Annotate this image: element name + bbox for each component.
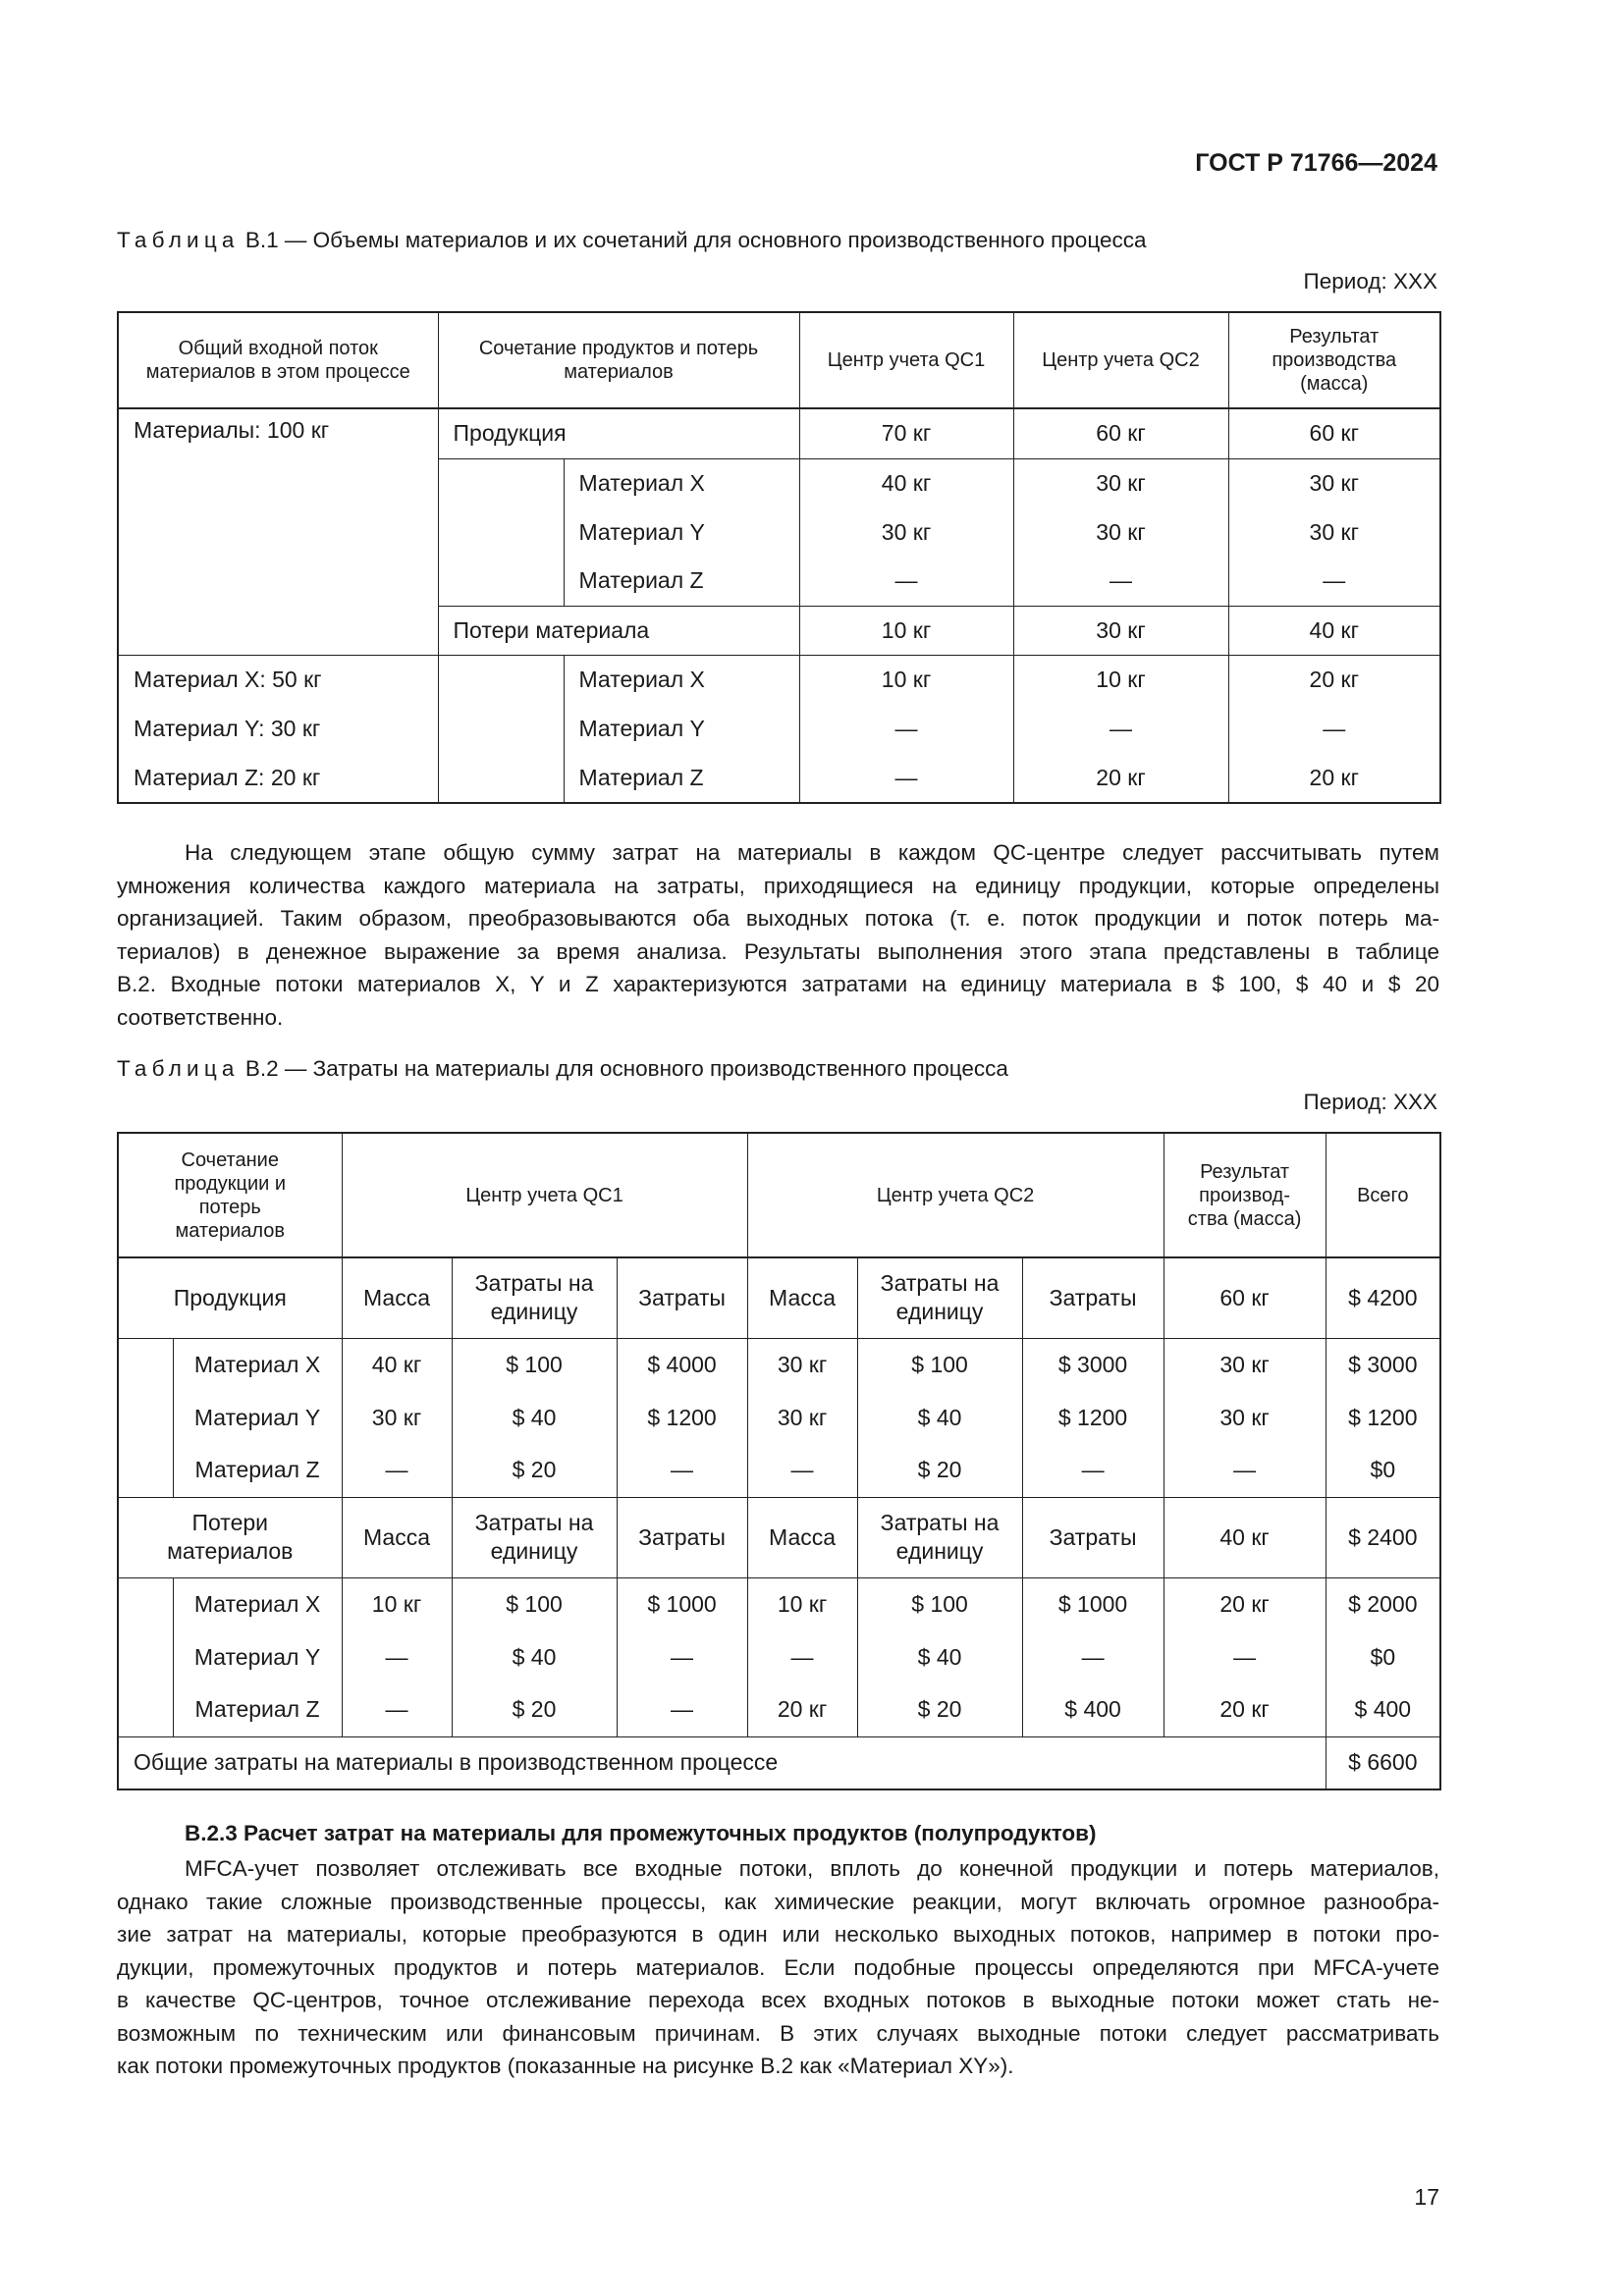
table-row xyxy=(118,1497,1440,1577)
loss-material-qc2: 20 кг xyxy=(1013,753,1228,803)
loss-material-qc2: 10 кг xyxy=(1013,655,1228,704)
qc1-unit-cost-header: Затраты на единицу xyxy=(452,1257,617,1338)
loss-material-result: 20 кг xyxy=(1228,753,1440,803)
qc2-mass: — xyxy=(747,1630,857,1683)
paragraph-line: В.2. Входные потоки материалов X, Y и Z характеризуются затратами на единицу материала в $ 100, $ 40 и $ 20 xyxy=(117,972,1439,996)
qc1-cost: $ 4000 xyxy=(617,1338,747,1391)
table-row xyxy=(118,408,1440,458)
total-cost: $ 3000 xyxy=(1326,1338,1440,1391)
qc1-mass-header: Масса xyxy=(342,1497,452,1577)
loss-label: Потери материалов xyxy=(118,1497,342,1577)
table-row xyxy=(118,655,1440,704)
product-material-qc1: — xyxy=(799,557,1013,606)
qc2-mass: 10 кг xyxy=(747,1577,857,1630)
loss-material-label: Материал Y xyxy=(564,704,799,753)
total-cost: $ 400 xyxy=(1326,1683,1440,1736)
qc2-mass-header: Масса xyxy=(747,1497,857,1577)
qc1-mass: — xyxy=(342,1630,452,1683)
qc2-cost-header: Затраты xyxy=(1022,1257,1164,1338)
table-row xyxy=(118,1391,1440,1444)
qc2-cost: $ 1000 xyxy=(1022,1577,1164,1630)
result-mass: — xyxy=(1164,1630,1326,1683)
qc1-mass: — xyxy=(342,1444,452,1497)
qc2-cost: — xyxy=(1022,1630,1164,1683)
input-material-cell: Материал Z: 20 кг xyxy=(118,753,438,803)
table-row xyxy=(118,1338,1440,1391)
qc2-unit-cost-header: Затраты на единицу xyxy=(857,1257,1022,1338)
qc2-unit-cost: $ 40 xyxy=(857,1630,1022,1683)
grand-total-row xyxy=(118,1736,1440,1789)
qc1-mass: — xyxy=(342,1683,452,1736)
loss-result: 40 кг xyxy=(1164,1497,1326,1577)
product-material-label: Материал Y xyxy=(173,1391,342,1444)
table2-caption-text: В.2 — Затраты на материалы для основного производственного процесса xyxy=(239,1056,1008,1081)
loss-material-result: 20 кг xyxy=(1228,655,1440,704)
table-row xyxy=(118,1444,1440,1497)
section-paragraph xyxy=(117,1852,1439,2083)
qc2-cost: — xyxy=(1022,1444,1164,1497)
result-mass: 20 кг xyxy=(1164,1683,1326,1736)
loss-label: Потери материала xyxy=(438,606,799,655)
paragraph-line: MFCA-учет позволяет отслеживать все входные потоки, вплоть до конечной продукции и потерь материалов, xyxy=(185,1856,1439,1881)
grand-total-label: Общие затраты на материалы в производственном процессе xyxy=(118,1736,1326,1789)
paragraph-line: соответственно. xyxy=(117,1004,284,1030)
qc1-cost: — xyxy=(617,1630,747,1683)
qc2-mass-header: Масса xyxy=(747,1257,857,1338)
product-material-qc1: 30 кг xyxy=(799,507,1013,557)
qc2-cost: $ 1200 xyxy=(1022,1391,1164,1444)
document-code: ГОСТ Р 71766—2024 xyxy=(1195,149,1437,177)
indent-cell xyxy=(118,1577,173,1736)
product-material-result: 30 кг xyxy=(1228,507,1440,557)
header-qc1: Центр учета QC1 xyxy=(799,312,1013,408)
qc1-cost-header: Затраты xyxy=(617,1497,747,1577)
table-row xyxy=(118,1257,1440,1338)
result-mass: 30 кг xyxy=(1164,1338,1326,1391)
header-combination: Сочетание продукции и потерь материалов xyxy=(118,1133,342,1257)
qc1-unit-cost: $ 40 xyxy=(452,1630,617,1683)
table-row xyxy=(118,1683,1440,1736)
paragraph-line: однако такие сложные производственные процессы, как химические реакции, могут включать огромное разнообра- xyxy=(117,1889,1439,1914)
table-header-row xyxy=(118,1133,1440,1257)
paragraph-line: в качестве QC-центров, точное отслеживание перехода всех входных потоков в выходные потоки может стать не- xyxy=(117,1988,1439,2012)
qc2-unit-cost: $ 100 xyxy=(857,1338,1022,1391)
materials-cost-table xyxy=(117,1132,1441,1790)
table1-period: Период: XXX xyxy=(1303,269,1437,294)
qc2-cost: $ 3000 xyxy=(1022,1338,1164,1391)
qc2-unit-cost: $ 20 xyxy=(857,1683,1022,1736)
table-row xyxy=(118,704,1440,753)
qc1-cost: $ 1200 xyxy=(617,1391,747,1444)
loss-material-qc1: 10 кг xyxy=(799,655,1013,704)
total-cost: $0 xyxy=(1326,1630,1440,1683)
table-row xyxy=(118,753,1440,803)
table-row xyxy=(118,1630,1440,1683)
total-cost: $0 xyxy=(1326,1444,1440,1497)
product-qc2: 60 кг xyxy=(1013,408,1228,458)
table-row xyxy=(118,1577,1440,1630)
qc2-unit-cost: $ 20 xyxy=(857,1444,1022,1497)
page-number: 17 xyxy=(1414,2184,1439,2210)
loss-qc1: 10 кг xyxy=(799,606,1013,655)
product-material-result: 30 кг xyxy=(1228,458,1440,507)
loss-qc2: 30 кг xyxy=(1013,606,1228,655)
header-qc2: Центр учета QC2 xyxy=(1013,312,1228,408)
paragraph-line: организацией. Таким образом, преобразовываются оба выходных потока (т. е. поток продукции и поток потерь ма- xyxy=(117,906,1439,931)
qc2-mass: — xyxy=(747,1444,857,1497)
product-material-qc2: 30 кг xyxy=(1013,507,1228,557)
loss-material-label: Материал Z xyxy=(173,1683,342,1736)
product-material-label: Материал Y xyxy=(564,507,799,557)
qc1-mass: 30 кг xyxy=(342,1391,452,1444)
product-label: Продукция xyxy=(438,408,799,458)
header-total: Всего xyxy=(1326,1133,1440,1257)
table1-caption xyxy=(117,228,1146,253)
product-material-result: — xyxy=(1228,557,1440,606)
qc1-unit-cost: $ 100 xyxy=(452,1577,617,1630)
table2-caption xyxy=(117,1056,1008,1082)
product-result: 60 кг xyxy=(1164,1257,1326,1338)
qc2-mass: 20 кг xyxy=(747,1683,857,1736)
loss-material-label: Материал X xyxy=(564,655,799,704)
product-material-qc2: 30 кг xyxy=(1013,458,1228,507)
indent-cell xyxy=(438,458,564,606)
qc1-mass-header: Масса xyxy=(342,1257,452,1338)
paragraph-line: На следующем этапе общую сумму затрат на материалы в каждом QC-центре следует рассчитывать путем xyxy=(185,840,1439,865)
header-result: Результат производства (масса) xyxy=(1228,312,1440,408)
indent-cell xyxy=(438,655,564,803)
paragraph-line: зие затрат на материалы, которые преобразуются в один или несколько выходных потоков, например в потоки про- xyxy=(117,1922,1439,1947)
grand-total-value: $ 6600 xyxy=(1326,1736,1440,1789)
product-label: Продукция xyxy=(118,1257,342,1338)
qc2-unit-cost: $ 40 xyxy=(857,1391,1022,1444)
paragraph-line: дукции, промежуточных продуктов и потерь материалов. Если подобные процессы определяются при MFCA-учете xyxy=(117,1954,1439,1980)
header-qc2: Центр учета QC2 xyxy=(747,1133,1164,1257)
input-material-cell: Материал X: 50 кг xyxy=(118,655,438,704)
header-input-flow: Общий входной поток материалов в этом процессе xyxy=(118,312,438,408)
qc1-cost: — xyxy=(617,1444,747,1497)
table2-period: Период: XXX xyxy=(1303,1090,1437,1114)
qc1-unit-cost-header: Затраты на единицу xyxy=(452,1497,617,1577)
loss-material-label: Материал X xyxy=(173,1577,342,1630)
input-material-cell: Материал Y: 30 кг xyxy=(118,704,438,753)
paragraph-line: умножения количества каждого материала на затраты, приходящиеся на единицу продукции, которые определены xyxy=(117,873,1439,898)
loss-material-label: Материал Z xyxy=(564,753,799,803)
result-mass: 30 кг xyxy=(1164,1391,1326,1444)
paragraph-line: как потоки промежуточных продуктов (показанные на рисунке В.2 как «Материал XY»). xyxy=(117,2054,1014,2078)
paragraph-line: возможным по техническим или финансовым причинам. В этих случаях выходные потоки следует рассматривать xyxy=(117,2020,1439,2046)
loss-material-label: Материал Y xyxy=(173,1630,342,1683)
qc2-unit-cost: $ 100 xyxy=(857,1577,1022,1630)
qc1-unit-cost: $ 20 xyxy=(452,1683,617,1736)
section-title: В.2.3 Расчет затрат на материалы для промежуточных продуктов (полупродуктов) xyxy=(185,1821,1097,1845)
product-qc1: 70 кг xyxy=(799,408,1013,458)
loss-material-qc2: — xyxy=(1013,704,1228,753)
header-combination: Сочетание продуктов и потерь материалов xyxy=(438,312,799,408)
qc1-cost-header: Затраты xyxy=(617,1257,747,1338)
qc2-cost-header: Затраты xyxy=(1022,1497,1164,1577)
body-paragraph xyxy=(117,836,1439,1034)
result-mass: 20 кг xyxy=(1164,1577,1326,1630)
qc1-unit-cost: $ 40 xyxy=(452,1391,617,1444)
loss-total: $ 2400 xyxy=(1326,1497,1440,1577)
table2-caption-label: Таблица xyxy=(117,1056,240,1081)
product-total: $ 4200 xyxy=(1326,1257,1440,1338)
qc1-mass: 10 кг xyxy=(342,1577,452,1630)
loss-material-qc1: — xyxy=(799,753,1013,803)
loss-material-result: — xyxy=(1228,704,1440,753)
qc1-unit-cost: $ 100 xyxy=(452,1338,617,1391)
table1-caption-label: Таблица xyxy=(117,228,240,252)
table-header-row xyxy=(118,312,1440,408)
result-mass: — xyxy=(1164,1444,1326,1497)
loss-result: 40 кг xyxy=(1228,606,1440,655)
qc2-cost: $ 400 xyxy=(1022,1683,1164,1736)
qc2-mass: 30 кг xyxy=(747,1391,857,1444)
paragraph-line: териалов) в денежное выражение за время анализа. Результаты выполнения этого этапа представлены в таблице xyxy=(117,938,1439,964)
qc2-mass: 30 кг xyxy=(747,1338,857,1391)
qc2-unit-cost-header: Затраты на единицу xyxy=(857,1497,1022,1577)
loss-material-qc1: — xyxy=(799,704,1013,753)
materials-volume-table xyxy=(117,311,1441,804)
qc1-mass: 40 кг xyxy=(342,1338,452,1391)
product-material-label: Материал X xyxy=(173,1338,342,1391)
total-cost: $ 1200 xyxy=(1326,1391,1440,1444)
product-material-qc2: — xyxy=(1013,557,1228,606)
qc1-unit-cost: $ 20 xyxy=(452,1444,617,1497)
total-cost: $ 2000 xyxy=(1326,1577,1440,1630)
table1-caption-text: В.1 — Объемы материалов и их сочетаний для основного производственного процесса xyxy=(239,228,1147,252)
product-material-label: Материал Z xyxy=(173,1444,342,1497)
product-result: 60 кг xyxy=(1228,408,1440,458)
product-material-label: Материал X xyxy=(564,458,799,507)
product-material-label: Материал Z xyxy=(564,557,799,606)
input-total-cell: Материалы: 100 кг xyxy=(118,408,438,655)
qc1-cost: $ 1000 xyxy=(617,1577,747,1630)
indent-cell xyxy=(118,1338,173,1497)
qc1-cost: — xyxy=(617,1683,747,1736)
product-material-qc1: 40 кг xyxy=(799,458,1013,507)
header-qc1: Центр учета QC1 xyxy=(342,1133,747,1257)
header-result: Результат производ- ства (масса) xyxy=(1164,1133,1326,1257)
